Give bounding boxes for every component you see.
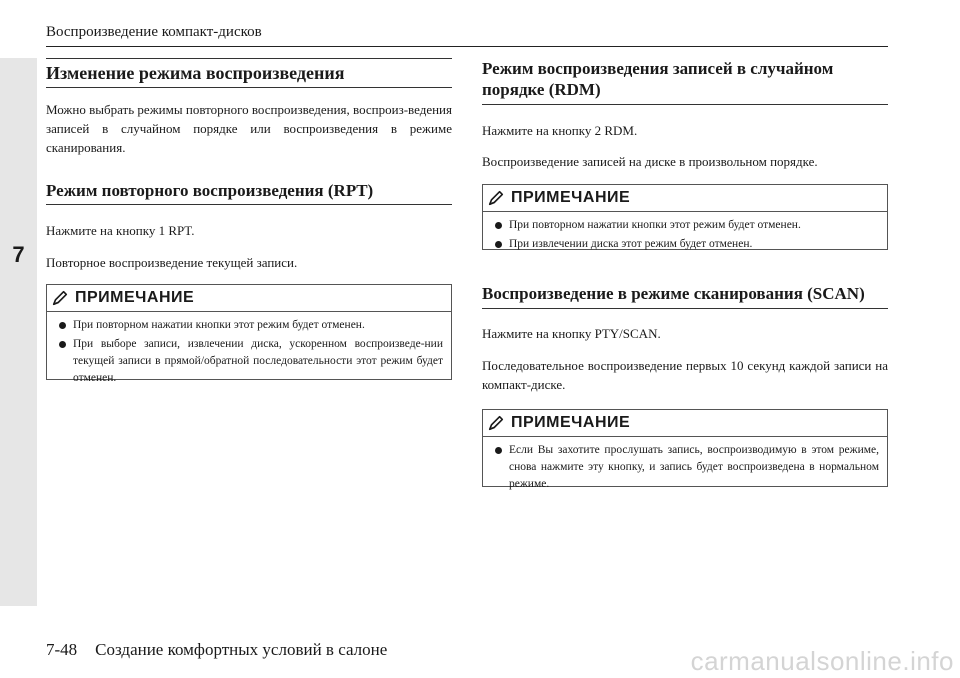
subsection-title-scan: Воспроизведение в режиме сканирования (SCAN) [482, 283, 888, 309]
note-header [483, 185, 887, 212]
bullet-icon [59, 322, 66, 329]
note-list [483, 437, 887, 501]
page-footer [46, 640, 387, 660]
note-header [47, 285, 451, 312]
pencil-icon [487, 414, 505, 432]
footer-section-title: Создание комфортных условий в салоне [95, 640, 388, 659]
note-item: При повторном нажатии кнопки этот режим будет отменен. [55, 317, 443, 334]
pencil-icon [487, 189, 505, 207]
watermark-text: carmanualsonline.info [690, 646, 954, 676]
note-item: При повторном нажатии кнопки этот режим будет отменен. [491, 217, 879, 234]
scan-description: Последовательное воспроизведение первых 10 секунд каждой записи на компакт-диске. [482, 358, 888, 392]
note-box-rdm [482, 184, 888, 250]
subsection-title-rpt: Режим повторного воспроизведения (RPT) [46, 180, 452, 205]
chapter-number: 7 [12, 242, 25, 267]
pencil-icon [51, 289, 69, 307]
note-item: Если Вы захотите прослушать запись, воспроизводимую в этом режиме, снова нажмите эту кнопку, и запись будет воспроизведена в нормальном режиме. [491, 442, 879, 493]
note-label: ПРИМЕЧАНИЕ [511, 414, 631, 431]
bullet-icon [495, 447, 502, 454]
page-number: 7-48 [46, 640, 78, 659]
subsection-title-rdm: Режим воспроизведения записей в случайном порядке (RDM) [482, 58, 888, 105]
note-label: ПРИМЕЧАНИЕ [75, 289, 195, 306]
header-rule [46, 46, 888, 47]
rpt-description: Повторное воспроизведение текущей записи. [46, 255, 298, 270]
rdm-description: Воспроизведение записей на диске в произвольном порядке. [482, 154, 818, 169]
note-header [483, 410, 887, 437]
note-list [483, 212, 887, 261]
note-box-rpt [46, 284, 452, 384]
bullet-icon [495, 241, 502, 248]
scan-step: Нажмите на кнопку PTY/SCAN. [482, 326, 661, 341]
chapter-side-tab [0, 58, 37, 606]
intro-paragraph: Можно выбрать режимы повторного воспроизведения, воспроиз-ведения записей в случайном порядке или воспроизведения в режиме сканирования. [46, 102, 452, 155]
note-list [47, 312, 451, 395]
note-label: ПРИМЕЧАНИЕ [511, 189, 631, 206]
bullet-icon [495, 222, 502, 229]
note-item: При извлечении диска этот режим будет отменен. [491, 236, 879, 253]
running-header: Воспроизведение компакт-дисков [46, 24, 262, 40]
rdm-step: Нажмите на кнопку 2 RDM. [482, 123, 638, 138]
rpt-step: Нажмите на кнопку 1 RPT. [46, 223, 195, 238]
note-box-scan [482, 409, 888, 490]
note-item: При выборе записи, извлечении диска, ускоренном воспроизведе-нии текущей записи в прямой/обратной последовательности этот режим будет отменен. [55, 336, 443, 387]
bullet-icon [59, 341, 66, 348]
section-title-mode-change: Изменение режима воспроизведения [46, 58, 452, 88]
